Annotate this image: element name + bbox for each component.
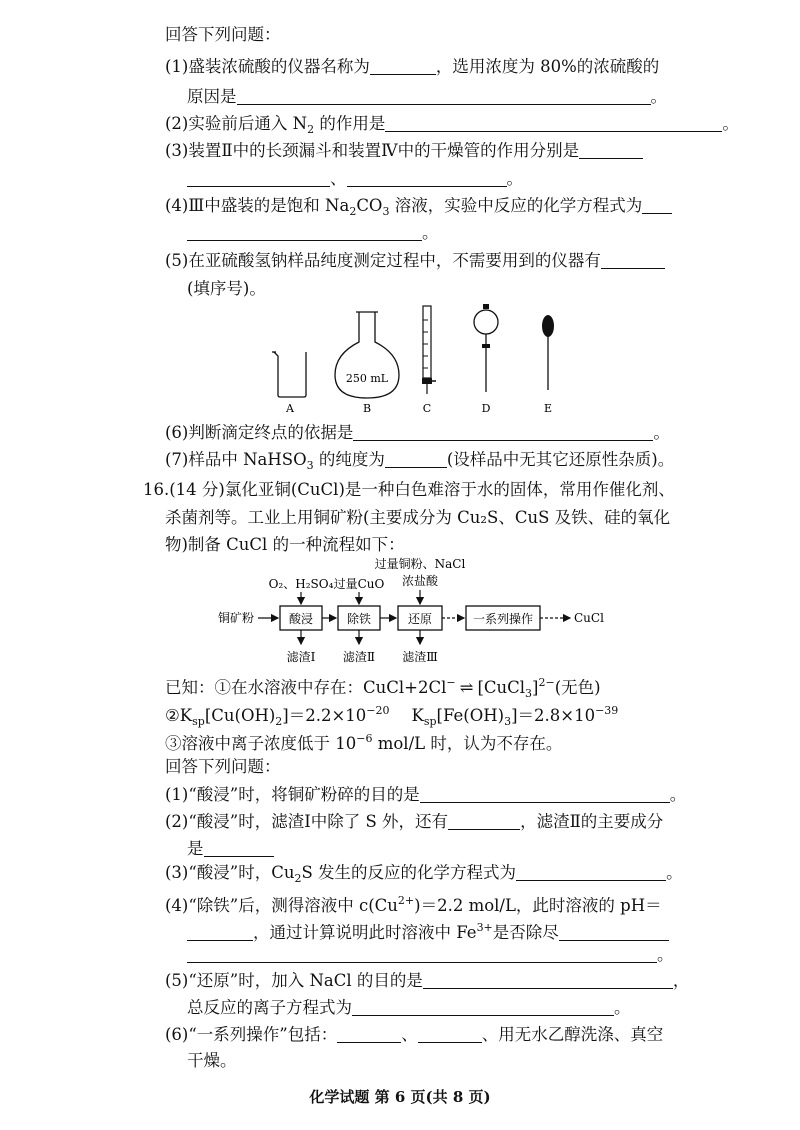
- q15-2: (2)实验前后通入 $N_2$ 的作用是 。: [165, 114, 739, 136]
- q15-6: (6)判断滴定终点的依据是 。: [165, 423, 670, 442]
- answer-blank[interactable]: [352, 999, 614, 1016]
- q16-5-line1: (5)“还原”时，加入 NaCl 的目的是 ，: [165, 971, 690, 990]
- answer-blank[interactable]: [337, 1026, 401, 1043]
- answer-blank[interactable]: [204, 840, 274, 857]
- q16-known-3: ③溶液中离子浓度低于 $10^{-6}$ mol/L 时，认为不存在。: [165, 732, 563, 753]
- flow-residue-1: 滤渣Ⅰ: [286, 650, 316, 664]
- flow-residue-3: 滤渣Ⅲ: [402, 650, 438, 664]
- flow-step-2: 除铁: [346, 612, 372, 626]
- flow-residue-2: 滤渣Ⅱ: [342, 650, 376, 664]
- answer-blank[interactable]: [423, 972, 673, 989]
- answer-blank[interactable]: [579, 142, 643, 159]
- apparatus-label-c: C: [422, 402, 432, 415]
- q16-line2: 杀菌剂等。工业上用铜矿粉(主要成分为 Cu₂S、CuS 及铁、硅的氧化: [165, 508, 671, 527]
- q15-1-line1: (1)盛装浓硫酸的仪器名称为 ，选用浓度为 80%的浓硫酸的: [165, 57, 660, 76]
- q16-line1: 16.(14 分)氯化亚铜(CuCl)是一种白色难溶于水的固体，常用作催化剂、: [143, 480, 675, 499]
- flow-start-label: 铜矿粉: [218, 611, 255, 625]
- answer-blank[interactable]: [420, 786, 670, 803]
- q15-1-line2: 原因是 。: [187, 87, 667, 106]
- q16-3: (3)“酸浸”时，$Cu_2S$ 发生的反应的化学方程式为 。: [165, 863, 683, 885]
- q16-5-line2: 总反应的离子方程式为 。: [187, 998, 631, 1017]
- q16-line3: 物)制备 CuCl 的一种流程如下：: [165, 535, 405, 554]
- answer-blank[interactable]: [448, 813, 520, 830]
- answer-blank[interactable]: [385, 115, 722, 132]
- q15-3-line1: (3)装置Ⅱ中的长颈漏斗和装置Ⅳ中的干燥管的作用分别是: [165, 140, 643, 162]
- answer-blank[interactable]: [187, 946, 657, 963]
- answer-blank[interactable]: [237, 88, 651, 105]
- q15-5-line1: (5)在亚硫酸氢钠样品纯度测定过程中，不需要用到的仪器有: [165, 250, 665, 272]
- apparatus-label-d: D: [481, 402, 491, 415]
- flow-step-4: 一系列操作: [472, 612, 534, 626]
- dropper-icon: [542, 315, 554, 390]
- answer-blank[interactable]: [385, 451, 447, 468]
- answer-blank[interactable]: [559, 924, 669, 941]
- q16-known-1: 已知：①在水溶液中存在：CuCl+2Cl− ⇌ [CuCl$_3$]$^{2-}$(无色): [165, 676, 601, 700]
- answer-blank[interactable]: [353, 424, 653, 441]
- q16-4-line3: 。: [187, 944, 674, 966]
- beaker-icon: [272, 352, 306, 397]
- separatory-funnel-icon: [474, 304, 498, 392]
- q15-3-line2: 、 。: [187, 168, 523, 190]
- answer-blank[interactable]: [187, 224, 422, 241]
- q16-2-line1: (2)“酸浸”时，滤渣Ⅰ中除了 S 外，还有 ，滤渣Ⅱ的主要成分: [165, 812, 664, 831]
- answer-blank[interactable]: [347, 170, 507, 187]
- q16-2-line2: 是: [187, 838, 274, 860]
- burette-icon: [422, 306, 436, 394]
- answer-blank[interactable]: [601, 252, 665, 269]
- process-flowchart: [218, 556, 638, 668]
- q16-intro: 回答下列问题：: [165, 757, 281, 776]
- flow-step-1: 酸浸: [288, 612, 314, 626]
- flow-reagent-1: O₂、H₂SO₄: [268, 577, 334, 591]
- apparatus-label-e: E: [543, 402, 553, 415]
- answer-blank[interactable]: [187, 924, 253, 941]
- apparatus-figure: [260, 300, 580, 420]
- q16-6-line2: 干燥。: [187, 1051, 237, 1070]
- flask-icon: [335, 312, 399, 398]
- q15-7: (7)样品中 NaHSO$_3$ 的纯度为 (设样品中无其它还原性杂质)。: [165, 450, 675, 472]
- q16-1: (1)“酸浸”时，将铜矿粉碎的目的是 。: [165, 785, 687, 804]
- answer-blank[interactable]: [187, 170, 330, 187]
- q16-4-line1: (4)“除铁”后，测得溶液中 $c(Cu^{2+})=2.2$ mol/L，此时溶液的 pH＝: [165, 894, 662, 915]
- page-footer: 化学试题 第 6 页(共 8 页): [309, 1088, 491, 1106]
- flow-step-3: 还原: [407, 612, 433, 626]
- flow-reagent-3: 过量铜粉、NaCl: [374, 557, 466, 571]
- flow-reagent-4: 浓盐酸: [401, 574, 439, 588]
- apparatus-label-b: B: [362, 402, 372, 415]
- q15-intro: 回答下列问题：: [165, 25, 281, 44]
- answer-blank[interactable]: [370, 58, 436, 75]
- q15-4-line1: (4)Ⅲ中盛装的是饱和 $Na_2CO_3$ 溶液，实验中反应的化学方程式为: [165, 195, 672, 223]
- q16-4-line2: ，通过计算说明此时溶液中 $Fe^{3+}$是否除尽: [187, 917, 669, 944]
- flow-reagent-2: 过量CuO: [333, 577, 385, 591]
- q16-6-line1: (6)“一系列操作”包括： 、 、用无水乙醇洗涤、真空: [165, 1025, 664, 1044]
- q16-known-2: $②K_{sp}[Cu(OH)_2]=2.2\times 10^{-20}$ $K_{sp}[Fe(OH)_3]=2.8\times 10^{-39}$: [165, 704, 619, 728]
- flow-end-label: CuCl: [574, 611, 604, 625]
- q15-4-line2: 。: [187, 222, 439, 244]
- answer-blank[interactable]: [418, 1026, 482, 1043]
- apparatus-label-a: A: [286, 402, 294, 415]
- answer-blank[interactable]: [516, 864, 666, 881]
- q15-5-line2: (填序号)。: [187, 279, 266, 298]
- flask-label: 250 mL: [345, 372, 389, 385]
- answer-blank[interactable]: [642, 197, 672, 214]
